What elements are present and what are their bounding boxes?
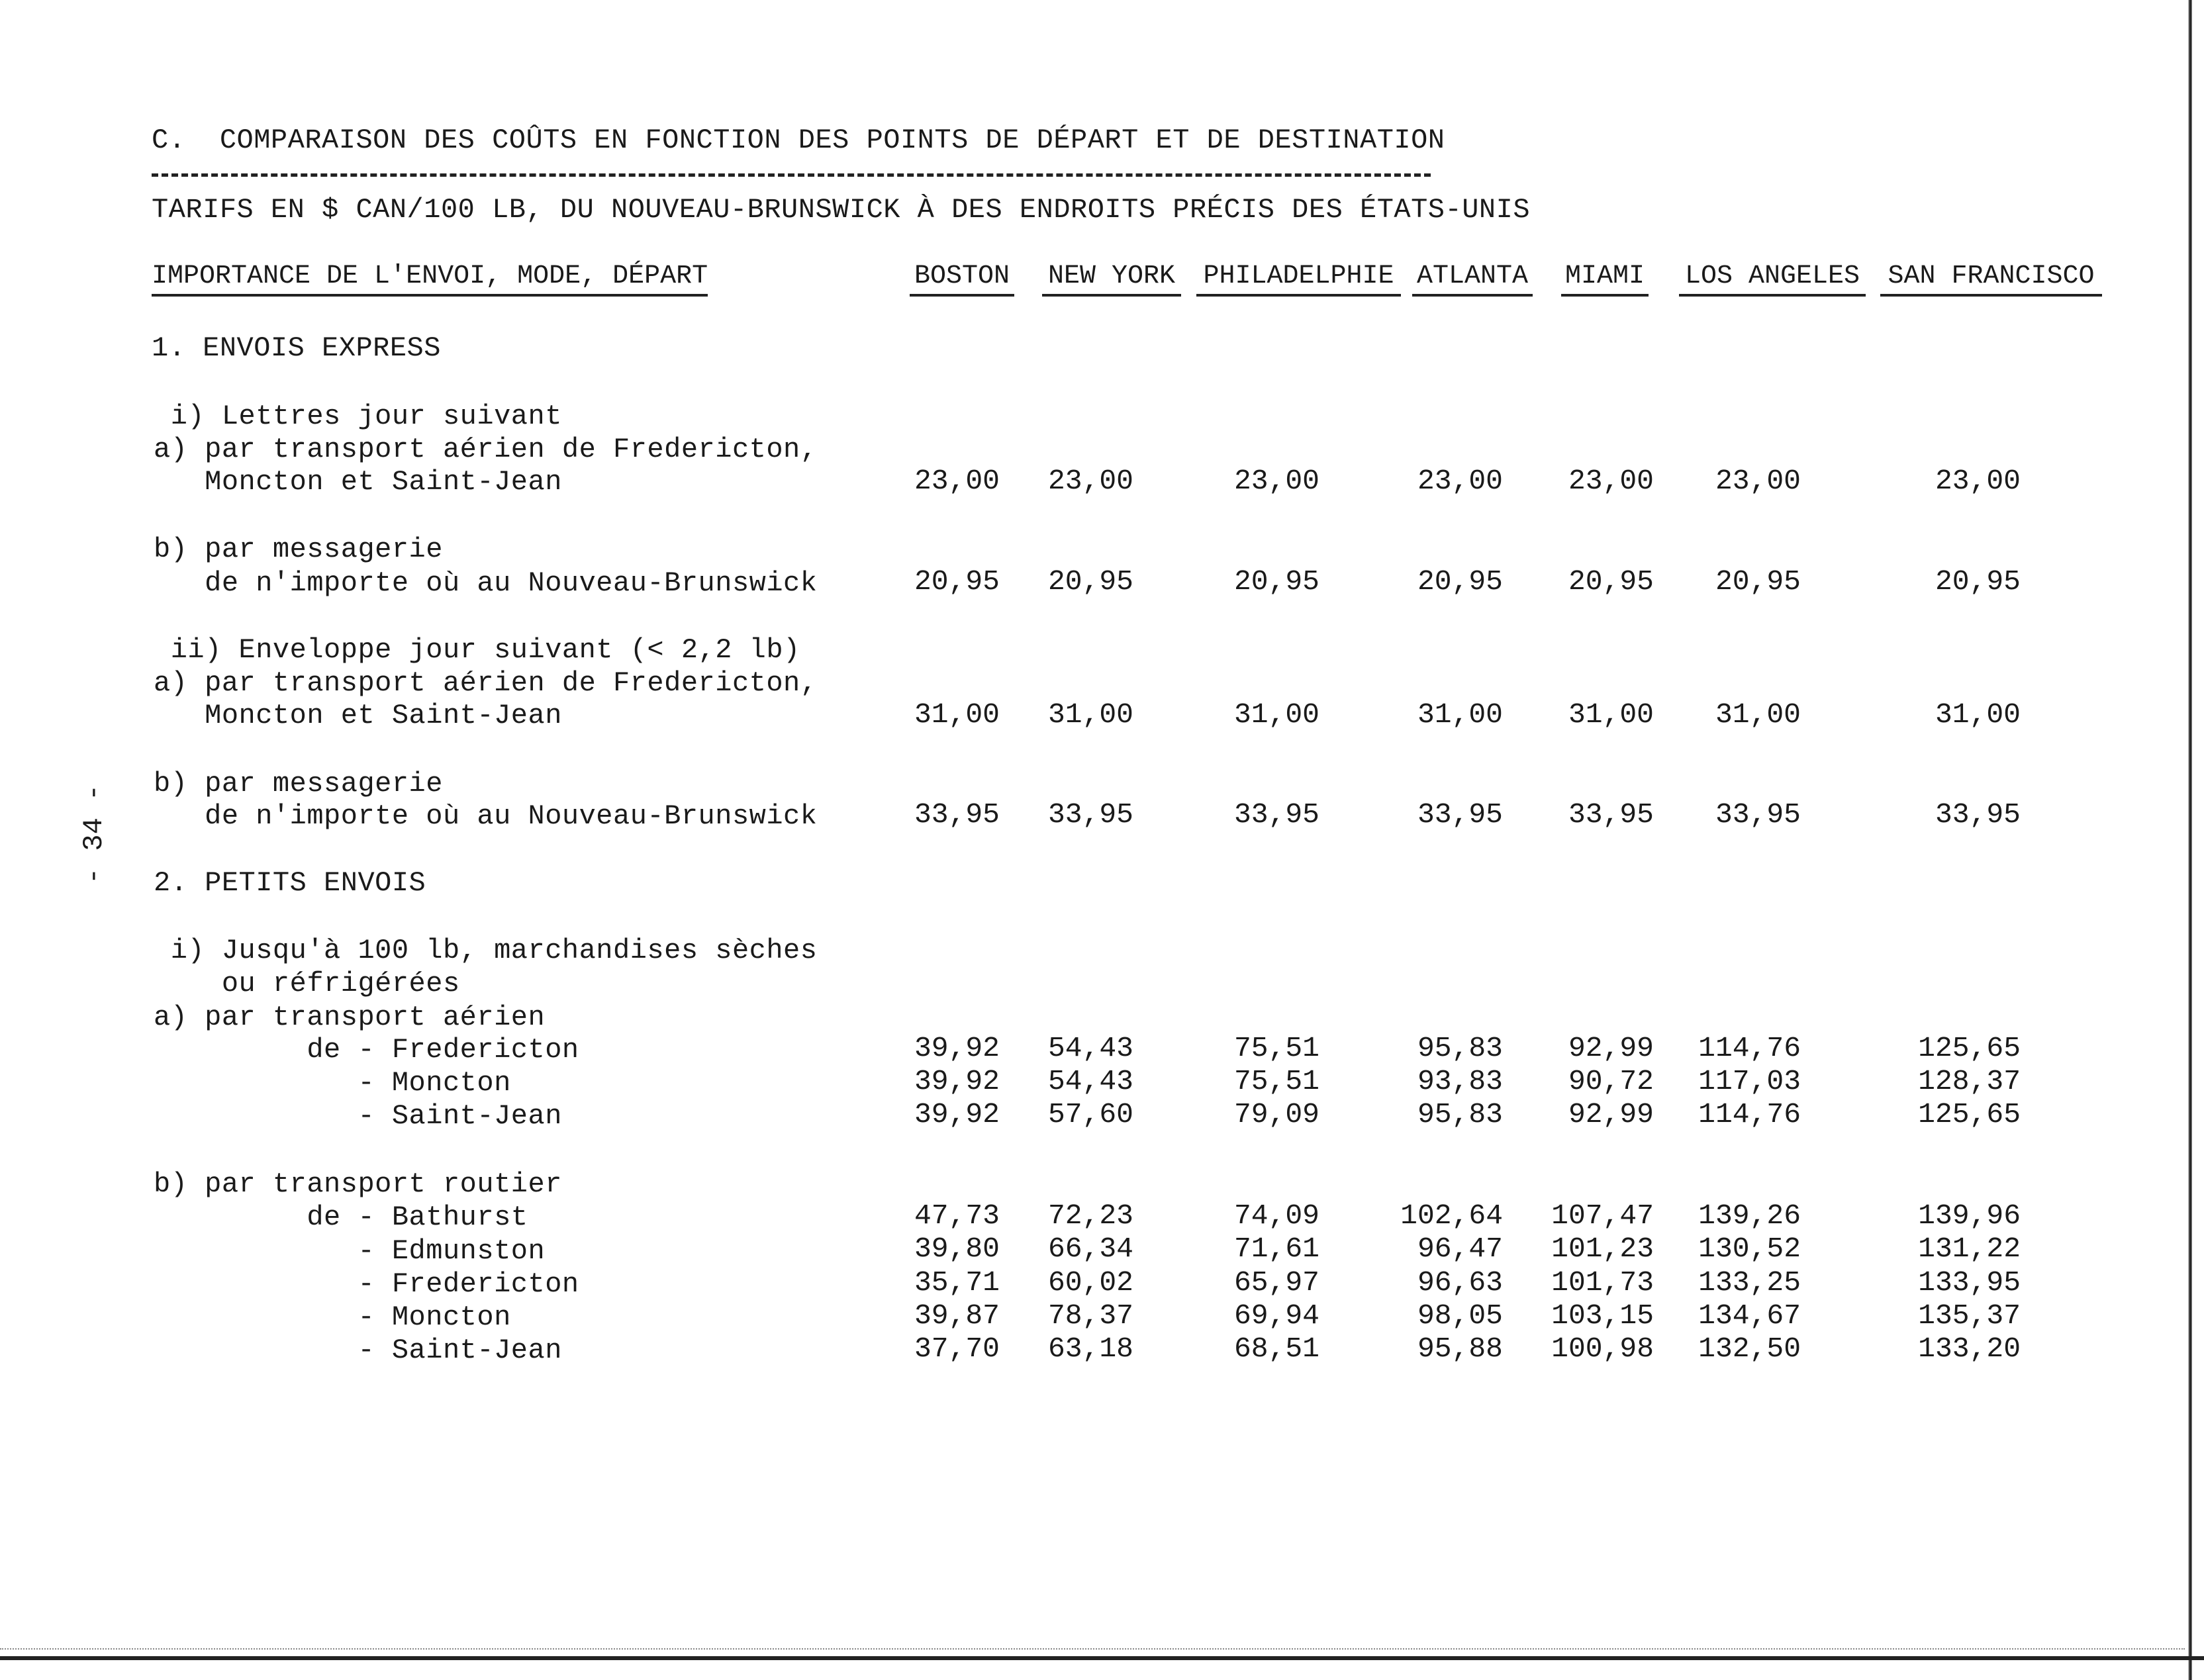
table-cell: 54,43 (1047, 1032, 1133, 1064)
table-cell: 95,83 (1417, 1098, 1503, 1131)
item-air-transport: a) par transport aérien (154, 1002, 546, 1033)
header-label: IMPORTANCE DE L'ENVOI, MODE, DÉPART (152, 261, 708, 297)
table-cell: 71,61 (1233, 1233, 1319, 1265)
table-cell: 23,00 (914, 465, 1000, 497)
col-philadelphie: PHILADELPHIE (1196, 261, 1401, 297)
table-cell: 33,95 (1047, 798, 1133, 831)
item-courier: b) par messagerie (154, 768, 443, 800)
table-cell: 92,99 (1568, 1032, 1654, 1064)
item-air-cont: Moncton et Saint-Jean (154, 700, 562, 731)
col-new-york: NEW YORK (1042, 261, 1181, 297)
origin-saint-jean: - Saint-Jean (154, 1334, 562, 1366)
table-cell: 98,05 (1417, 1299, 1503, 1332)
col-miami: MIAMI (1561, 261, 1649, 297)
table-cell: 39,92 (914, 1065, 1000, 1097)
table-cell: 65,97 (1233, 1266, 1319, 1299)
table-cell: 74,09 (1233, 1199, 1319, 1232)
table-cell: 135,37 (1918, 1299, 2021, 1332)
table-cell: 39,87 (914, 1299, 1000, 1332)
table-cell: 31,00 (914, 698, 1000, 731)
table-cell: 95,83 (1417, 1032, 1503, 1064)
item-courier: b) par messagerie (154, 534, 443, 565)
table-cell: 100,98 (1551, 1332, 1654, 1365)
item-up-to-100lb-cont: ou réfrigérées (154, 968, 460, 1000)
table-cell: 33,95 (1935, 798, 2021, 831)
table-cell: 102,64 (1400, 1199, 1503, 1232)
table-cell: 96,47 (1417, 1233, 1503, 1265)
table-cell: 63,18 (1047, 1332, 1133, 1365)
table-cell: 20,95 (1715, 565, 1801, 598)
table-cell: 96,63 (1417, 1266, 1503, 1299)
table-cell: 47,73 (914, 1199, 1000, 1232)
section-small: 2. PETITS ENVOIS (154, 867, 426, 899)
table-cell: 39,80 (914, 1233, 1000, 1265)
table-cell: 20,95 (914, 565, 1000, 598)
origin-fredericton: - Fredericton (154, 1268, 579, 1300)
scan-bottom-edge (0, 1656, 2204, 1660)
table-cell: 31,00 (1935, 698, 2021, 731)
table-cell: 33,95 (1233, 798, 1319, 831)
table-cell: 79,09 (1233, 1098, 1319, 1131)
table-cell: 117,03 (1698, 1065, 1801, 1097)
origin-moncton: - Moncton (154, 1301, 511, 1333)
table-cell: 125,65 (1918, 1098, 2021, 1131)
table-cell: 33,95 (1715, 798, 1801, 831)
scan-bottom-dotted (0, 1648, 2185, 1650)
table-cell: 133,20 (1918, 1332, 2021, 1365)
table-cell: 39,92 (914, 1032, 1000, 1064)
table-cell: 33,95 (1568, 798, 1654, 831)
table-cell: 92,99 (1568, 1098, 1654, 1131)
table-cell: 75,51 (1233, 1032, 1319, 1064)
table-cell: 60,02 (1047, 1266, 1133, 1299)
origin-fredericton: de - Fredericton (154, 1034, 579, 1066)
table-cell: 23,00 (1233, 465, 1319, 497)
item-courier-cont: de n'importe où au Nouveau-Brunswick (154, 800, 818, 832)
table-cell: 90,72 (1568, 1065, 1654, 1097)
table-cell: 114,76 (1698, 1098, 1801, 1131)
table-cell: 20,95 (1568, 565, 1654, 598)
table-cell: 37,70 (914, 1332, 1000, 1365)
col-los-angeles: LOS ANGELES (1679, 261, 1866, 297)
table-cell: 31,00 (1233, 698, 1319, 731)
table-cell: 57,60 (1047, 1098, 1133, 1131)
table-cell: 20,95 (1417, 565, 1503, 598)
item-air: a) par transport aérien de Fredericton, (154, 434, 818, 465)
table-cell: 95,88 (1417, 1332, 1503, 1365)
table-cell: 101,23 (1551, 1233, 1654, 1265)
item-up-to-100lb: i) Jusqu'à 100 lb, marchandises sèches (154, 935, 818, 966)
table-cell: 20,95 (1233, 565, 1319, 598)
table-cell: 23,00 (1417, 465, 1503, 497)
table-cell: 31,00 (1047, 698, 1133, 731)
table-cell: 31,00 (1417, 698, 1503, 731)
table-cell: 35,71 (914, 1266, 1000, 1299)
table-cell: 31,00 (1715, 698, 1801, 731)
section-express: 1. ENVOIS EXPRESS (152, 332, 441, 364)
item-courier-cont: de n'importe où au Nouveau-Brunswick (154, 567, 818, 599)
item-air-cont: Moncton et Saint-Jean (154, 466, 562, 498)
table-cell: 23,00 (1935, 465, 2021, 497)
item-road-transport: b) par transport routier (154, 1168, 562, 1200)
table-cell: 69,94 (1233, 1299, 1319, 1332)
table-cell: 20,95 (1047, 565, 1133, 598)
table-cell: 139,26 (1698, 1199, 1801, 1232)
table-cell: 103,15 (1551, 1299, 1654, 1332)
item-envelope: ii) Enveloppe jour suivant (< 2,2 lb) (154, 634, 800, 666)
table-cell: 78,37 (1047, 1299, 1133, 1332)
table-cell: 23,00 (1568, 465, 1654, 497)
item-letters: i) Lettres jour suivant (154, 400, 562, 432)
table-cell: 93,83 (1417, 1065, 1503, 1097)
table-cell: 131,22 (1918, 1233, 2021, 1265)
table-cell: 72,23 (1047, 1199, 1133, 1232)
table-cell: 130,52 (1698, 1233, 1801, 1265)
table-cell: 139,96 (1918, 1199, 2021, 1232)
origin-saint-jean: - Saint-Jean (154, 1100, 562, 1132)
table-cell: 23,00 (1047, 465, 1133, 497)
origin-moncton: - Moncton (154, 1067, 511, 1099)
table-cell: 31,00 (1568, 698, 1654, 731)
tariff-subtitle: TARIFS EN $ CAN/100 LB, DU NOUVEAU-BRUNSWICK À DES ENDROITS PRÉCIS DES ÉTATS-UNIS (152, 194, 1531, 226)
table-cell: 66,34 (1047, 1233, 1133, 1265)
heading-dashed-rule (152, 173, 1431, 177)
table-cell: 128,37 (1918, 1065, 2021, 1097)
table-cell: 133,25 (1698, 1266, 1801, 1299)
table-cell: 33,95 (1417, 798, 1503, 831)
table-cell: 114,76 (1698, 1032, 1801, 1064)
table-cell: 75,51 (1233, 1065, 1319, 1097)
item-air: a) par transport aérien de Fredericton, (154, 667, 818, 699)
col-boston: BOSTON (910, 261, 1014, 297)
table-cell: 39,92 (914, 1098, 1000, 1131)
table-cell: 101,73 (1551, 1266, 1654, 1299)
page-number: - 34 - (78, 784, 110, 884)
origin-bathurst: de - Bathurst (154, 1201, 528, 1233)
table-cell: 125,65 (1918, 1032, 2021, 1064)
table-cell: 20,95 (1935, 565, 2021, 598)
col-atlanta: ATLANTA (1412, 261, 1533, 297)
scan-right-edge (2188, 0, 2192, 1680)
table-cell: 132,50 (1698, 1332, 1801, 1365)
table-cell: 134,67 (1698, 1299, 1801, 1332)
table-cell: 107,47 (1551, 1199, 1654, 1232)
table-cell: 133,95 (1918, 1266, 2021, 1299)
section-heading: C. COMPARAISON DES COÛTS EN FONCTION DES POINTS DE DÉPART ET DE DESTINATION (152, 124, 1445, 156)
table-cell: 23,00 (1715, 465, 1801, 497)
table-cell: 68,51 (1233, 1332, 1319, 1365)
table-cell: 54,43 (1047, 1065, 1133, 1097)
table-cell: 33,95 (914, 798, 1000, 831)
col-san-francisco: SAN FRANCISCO (1880, 261, 2102, 297)
origin-edmunston: - Edmunston (154, 1235, 546, 1267)
